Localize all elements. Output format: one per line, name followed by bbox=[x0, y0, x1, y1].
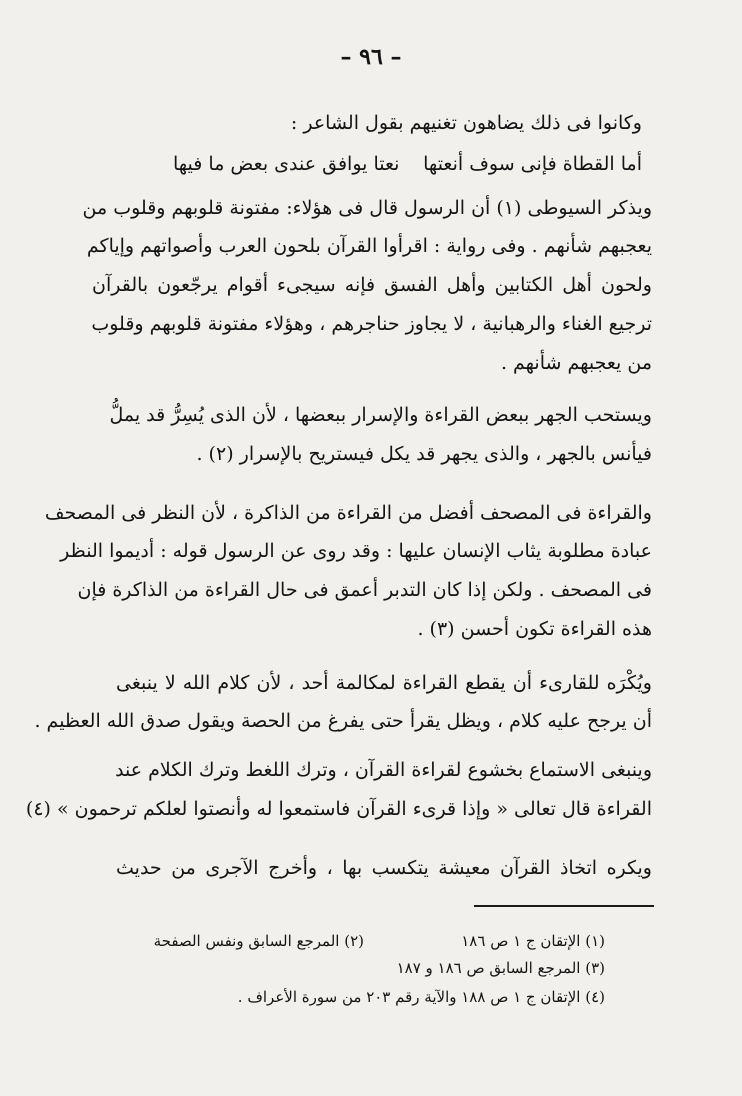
paragraph-line: وينبغى الاستماع بخشوع لقراءة القرآن ، وترك اللغط وترك الكلام عند bbox=[115, 759, 652, 781]
paragraph-line: فيأنس بالجهر ، والذى يجهر قد يكل فيستريح بالإسرار (٢) . bbox=[196, 443, 652, 465]
paragraph-line: أن يرجح عليه كلام ، ويظل يقرأ حتى يفرغ من الحصة ويقول صدق الله العظيم . bbox=[34, 710, 652, 732]
verse-second-hemistich: نعتا يوافق عندى بعض ما فيها bbox=[173, 153, 400, 175]
paragraph-line: من يعجبهم شأنهم . bbox=[500, 352, 652, 374]
verse-first-hemistich: أما القطاة فإنى سوف أنعتها bbox=[423, 153, 642, 175]
footnote-4: (٤) الإتقان ج ١ ص ١٨٨ والآية رقم ٢٠٣ من سورة الأعراف . bbox=[237, 988, 605, 1006]
footnote-1: (١) الإتقان ج ١ ص ١٨٦ bbox=[461, 932, 605, 950]
footnote-2: (٢) المرجع السابق ونفس الصفحة bbox=[153, 932, 364, 950]
paragraph-line: ويكره اتخاذ القرآن معيشة يتكسب بها ، وأخرج الآجرى من حديث bbox=[116, 857, 652, 879]
paragraph-line: عبادة مطلوبة يثاب الإنسان عليها : وقد روى عن الرسول قوله : أديموا النظر bbox=[60, 540, 652, 562]
page-number: – ٩٦ – bbox=[340, 44, 402, 70]
paragraph-line: هذه القراءة تكون أحسن (٣) . bbox=[417, 618, 652, 640]
footnote-3: (٣) المرجع السابق ص ١٨٦ و ١٨٧ bbox=[396, 959, 605, 977]
paragraph-line: ويذكر السيوطى (١) أن الرسول قال فى هؤلاء: مفتونة قلوبهم وقلوب من bbox=[82, 197, 652, 219]
footnote-separator bbox=[474, 905, 654, 907]
paragraph-line: ويستحب الجهر ببعض القراءة والإسرار ببعضها ، لأن الذى يُسِرُّ قد يملُّ bbox=[109, 404, 652, 426]
paragraph-line: ويُكْرَه للقارىء أن يقطع القراءة لمكالمة أحد ، لأن كلام الله لا ينبغى bbox=[116, 672, 652, 694]
paragraph-line: ترجيع الغناء والرهبانية ، لا يجاوز حناجرهم ، وهؤلاء مفتونة قلوبهم وقلوب bbox=[91, 313, 652, 335]
verse-intro: وكانوا فى ذلك يضاهون تغنيهم بقول الشاعر : bbox=[290, 112, 642, 134]
paragraph-line: يعجبهم شأنهم . وفى رواية : اقرأوا القرآن بلحون العرب وأصواتهم وإياكم bbox=[86, 235, 652, 257]
paragraph-line: فى المصحف . ولكن إذا كان التدبر أعمق فى حال القراءة من الذاكرة فإن bbox=[77, 579, 652, 601]
paragraph-line: والقراءة فى المصحف أفضل من القراءة من الذاكرة ، لأن النظر فى المصحف bbox=[44, 502, 652, 524]
paragraph-line: القراءة قال تعالى « وإذا قرىء القرآن فاستمعوا له وأنصتوا لعلكم ترحمون » (٤) bbox=[25, 798, 652, 820]
paragraph-line: ولحون أهل الكتابين وأهل الفسق فإنه سيجىء أقوام يرجّعون بالقرآن bbox=[92, 274, 652, 296]
